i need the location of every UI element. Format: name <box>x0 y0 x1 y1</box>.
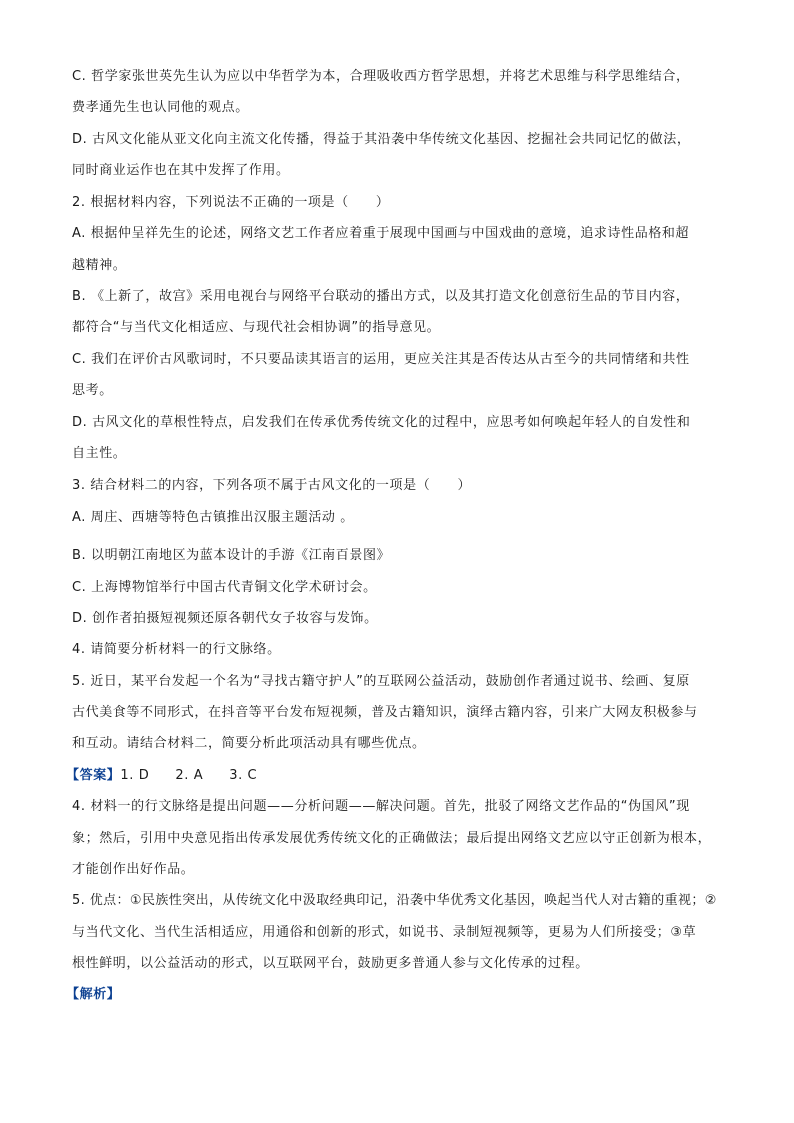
question-5-stem-line-1: 5. 近日，某平台发起一个名为“寻找古籍守护人”的互联网公益活动，鼓励创作者通过说书、绘画、复原 <box>72 674 690 689</box>
answer-1: 1. D <box>120 768 150 783</box>
answer-5-line-3: 根性鲜明，以公益活动的形式，以互联网平台，鼓励更多普通人参与文化传承的过程。 <box>72 956 589 971</box>
q2-option-c-line-2: 思考。 <box>72 383 113 398</box>
q3-option-a: A. 周庄、西塘等特色古镇推出汉服主题活动 。 <box>72 510 354 525</box>
q2-option-d-line-2: 自主性。 <box>72 446 127 461</box>
q2-option-a-line-2: 越精神。 <box>72 258 127 273</box>
question-4-stem: 4. 请简要分析材料一的行文脉络。 <box>72 642 281 657</box>
option-c-line-1: C. 哲学家张世英先生认为应以中华哲学为本，合理吸收西方哲学思想，并将艺术思维与科学思维结合， <box>72 69 690 84</box>
option-d-line-2: 同时商业运作也在其中发挥了作用。 <box>72 163 290 178</box>
q2-option-b-line-1: B. 《上新了，故宫》采用电视台与网络平台联动的播出方式，以及其打造文化创意衍生品的节目内容， <box>72 289 690 304</box>
option-c-line-2: 费孝通先生也认同他的观点。 <box>72 100 249 115</box>
question-2-stem: 2. 根据材料内容，下列说法不正确的一项是（ ） <box>72 195 390 210</box>
question-5-stem-line-3: 和互动。请结合材料二，简要分析此项活动具有哪些优点。 <box>72 736 426 751</box>
question-5-stem-line-2: 古代美食等不同形式，在抖音等平台发布短视频，普及古籍知识，演绎古籍内容，引来广大网友积极参与 <box>72 705 698 720</box>
q3-option-d: D. 创作者拍摄短视频还原各朝代女子妆容与发饰。 <box>72 611 378 626</box>
q3-option-b: B. 以明朝江南地区为蓝本设计的手游《江南百景图》 <box>72 548 391 563</box>
answer-4-line-1: 4. 材料一的行文脉络是提出问题——分析问题——解决问题。首先，批驳了网络文艺作品的“伪国风”现 <box>72 799 690 814</box>
analysis-line <box>66 987 121 1003</box>
q2-option-a-line-1: A. 根据仲呈祥先生的论述，网络文艺工作者应着重于展现中国画与中国戏曲的意境，追求诗性品格和超 <box>72 226 690 241</box>
answer-4-line-3: 才能创作出好作品。 <box>72 862 195 877</box>
answer-tag: 【答案】 <box>66 768 121 783</box>
question-3-stem: 3. 结合材料二的内容，下列各项不属于古风文化的一项是（ ） <box>72 478 472 493</box>
answer-4-line-2: 象；然后，引用中央意见指出传承发展优秀传统文化的正确做法；最后提出网络文艺应以守正创新为根本， <box>72 831 712 846</box>
answer-5-line-1: 5. 优点：①民族性突出，从传统文化中汲取经典印记，沿袭中华优秀文化基因，唤起当代人对古籍的重视；② <box>72 893 717 908</box>
q2-option-c-line-1: C. 我们在评价古风歌词时，不只要品读其语言的运用，更应关注其是否传达从古至今的共同情绪和共性 <box>72 352 690 367</box>
option-d-line-1: D. 古风文化能从亚文化向主流文化传播，得益于其沿袭中华传统文化基因、挖掘社会共同记忆的做法， <box>72 132 691 147</box>
q2-option-b-line-2: 都符合“与当代文化相适应、与现代社会相协调”的指导意见。 <box>72 320 441 335</box>
answer-2: 2. A <box>175 768 204 783</box>
answer-line <box>66 768 258 784</box>
q3-option-c: C. 上海博物馆举行中国古代青铜文化学术研讨会。 <box>72 580 377 595</box>
analysis-tag: 【解析】 <box>66 987 121 1002</box>
answer-3: 3. C <box>229 768 258 783</box>
answer-5-line-2: 与当代文化、当代生活相适应，用通俗和创新的形式，如说书、录制短视频等，更易为人们所接受；③草 <box>72 925 697 940</box>
q2-option-d-line-1: D. 古风文化的草根性特点，启发我们在传承优秀传统文化的过程中，应思考如何唤起年轻人的自发性和 <box>72 415 691 430</box>
